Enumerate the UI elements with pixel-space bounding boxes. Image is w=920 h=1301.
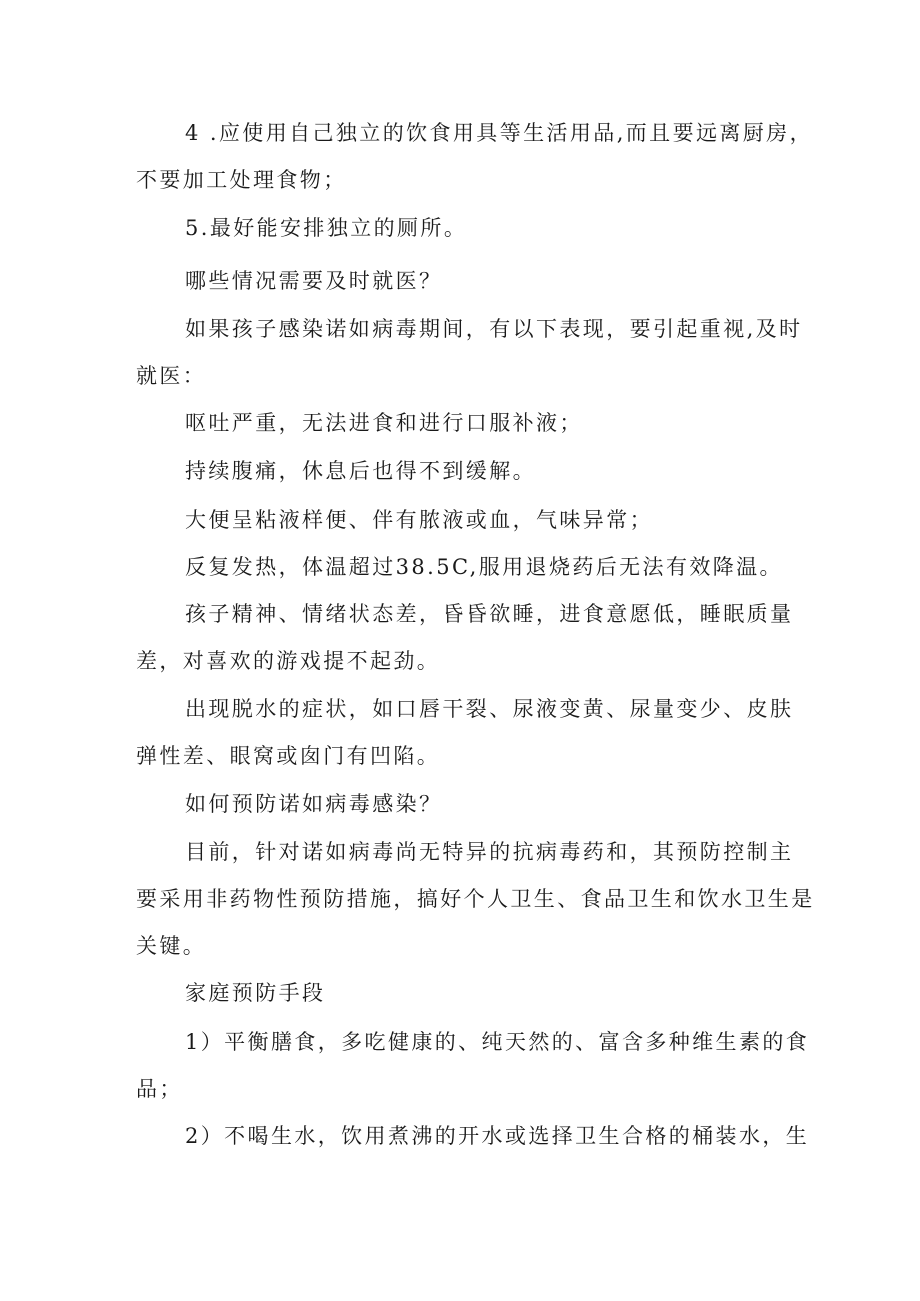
paragraph-symptoms-intro: 如果孩子感染诺如病毒期间，有以下表现，要引起重视,及时就医： [136, 317, 803, 388]
symptom-abdominal-pain: 持续腹痛，休息后也得不到缓解。 [185, 459, 536, 483]
symptom-fever: 反复发热，体温超过38.5C,服用退烧药后无法有效降温。 [185, 555, 783, 579]
symptom-dehydration: 出现脱水的症状，如口唇干裂、尿液变黄、尿量变少、皮肤弹性差、眼窝或囱门有凹陷。 [136, 697, 794, 768]
prevention-item-2: 2）不喝生水，饮用煮沸的开水或选择卫生合格的桶装水，生 [185, 1124, 810, 1148]
section-heading-prevention: 如何预防诺如病毒感染？ [185, 792, 443, 816]
paragraph-item-5: 5.最好能安排独立的厕所。 [185, 216, 468, 240]
prevention-item-1: 1）平衡膳食，多吃健康的、纯天然的、富含多种维生素的食品； [136, 1030, 810, 1101]
paragraph-prevention-intro: 目前，针对诺如病毒尚无特异的抗病毒药和，其预防控制主要采用非药物性预防措施，搞好个人卫生、食品卫生和饮水卫生是关键。 [136, 840, 815, 958]
paragraph-item-4: 4 .应使用自己独立的饮食用具等生活用品,而且要远离厨房，不要加工处理食物； [136, 121, 813, 192]
symptom-vomiting: 呕吐严重，无法进食和进行口服补液； [185, 411, 583, 435]
section-heading-home-prevention: 家庭预防手段 [185, 981, 326, 1005]
section-heading-when-to-see-doctor: 哪些情况需要及时就医？ [185, 269, 443, 293]
symptom-stool: 大便呈粘液样便、伴有脓液或血，气味异常； [185, 508, 653, 532]
symptom-mental-state: 孩子精神、情绪状态差，昏昏欲睡，进食意愿低，睡眠质量差，对喜欢的游戏提不起劲。 [136, 602, 794, 673]
